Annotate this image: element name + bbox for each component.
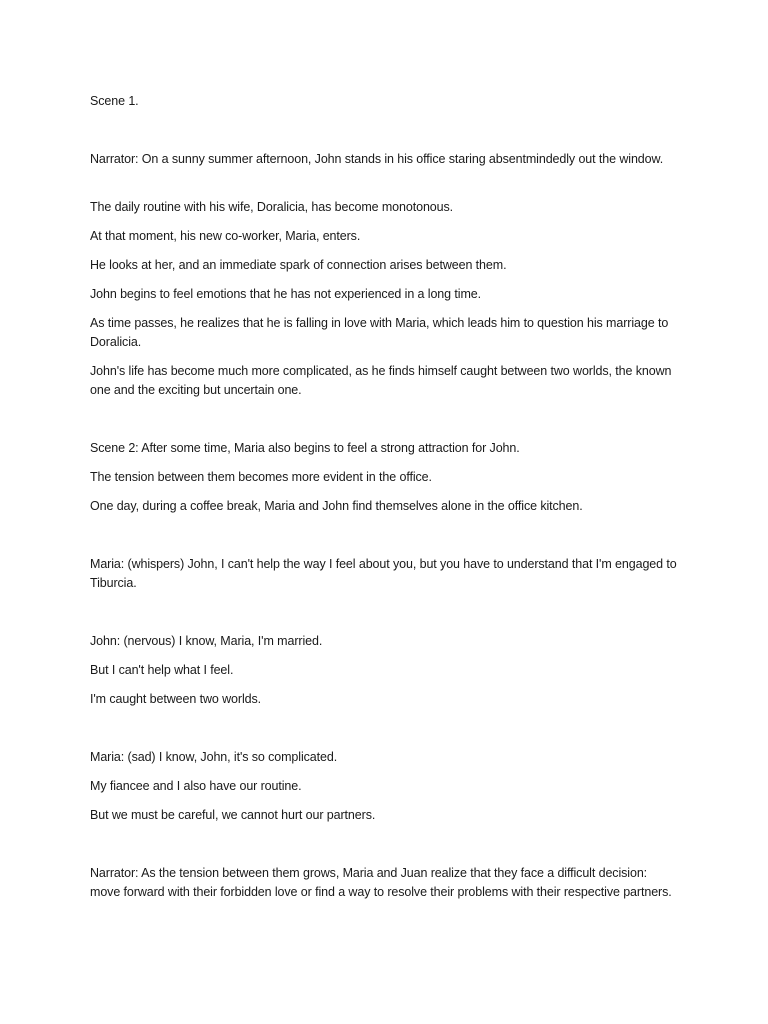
scene-heading: Scene 1. [90, 94, 139, 108]
narration-paragraph: At that moment, his new co-worker, Maria, enters. [90, 229, 361, 243]
narration-paragraph: Narrator: As the tension between them grows, Maria and Juan realize that they face a difficult decision: move forward with their forbidden love or find a way to resolve their problems with their respective partners. [90, 866, 672, 899]
narration-paragraph: As time passes, he realizes that he is falling in love with Maria, which leads him to question his marriage to Doralicia. [90, 316, 669, 349]
dialogue-line: My fiancee and I also have our routine. [90, 779, 302, 793]
document-page [90, 0, 678, 1024]
narration-paragraph: He looks at her, and an immediate spark of connection arises between them. [90, 258, 507, 272]
narration-paragraph: John begins to feel emotions that he has not experienced in a long time. [90, 287, 481, 301]
dialogue-line: Maria: (sad) I know, John, it's so complicated. [90, 750, 338, 764]
narration-paragraph: The daily routine with his wife, Doralicia, has become monotonous. [90, 200, 454, 214]
dialogue-line: John: (nervous) I know, Maria, I'm married. [90, 634, 323, 648]
dialogue-line: But we must be careful, we cannot hurt our partners. [90, 808, 376, 822]
scene-heading: Scene 2: After some time, Maria also begins to feel a strong attraction for John. [90, 441, 520, 455]
narration-paragraph: The tension between them becomes more evident in the office. [90, 470, 432, 484]
narration-paragraph: Narrator: On a sunny summer afternoon, John stands in his office staring absentmindedly out the window. [90, 152, 664, 166]
dialogue-line: I'm caught between two worlds. [90, 692, 261, 706]
narration-paragraph: John's life has become much more complicated, as he finds himself caught between two worlds, the known one and the exciting but uncertain one. [90, 364, 672, 397]
dialogue-line: But I can't help what I feel. [90, 663, 234, 677]
dialogue-line: Maria: (whispers) John, I can't help the way I feel about you, but you have to understand that I'm engaged to Tiburcia. [90, 557, 677, 590]
narration-paragraph: One day, during a coffee break, Maria and John find themselves alone in the office kitchen. [90, 499, 583, 513]
